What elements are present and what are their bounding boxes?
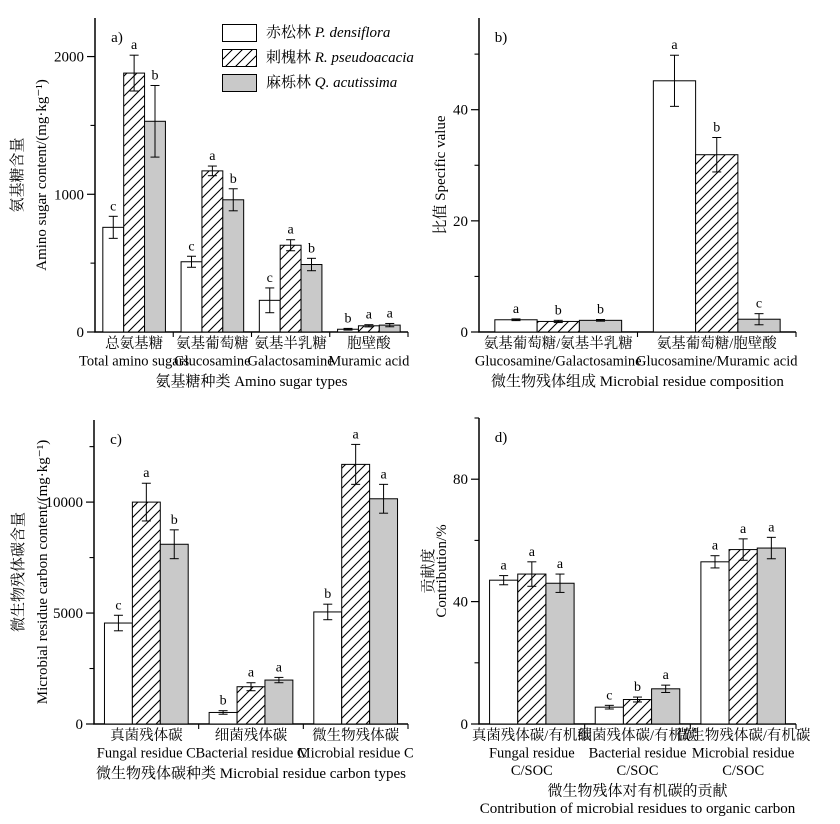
y-axis-title: Microbial residue carbon content/(mg·kg⁻¹) [35,439,51,705]
legend-swatch-open [222,24,257,42]
category-label: 氨基葡萄糖/氨基半乳糖 [483,336,633,352]
bar-a-open-1 [181,262,202,332]
category-label: 微生物残体碳 [312,728,400,744]
bar-d-gray-1 [652,689,680,724]
bar-d-hatch-1 [623,700,651,724]
y-tick-label: 20 [453,213,468,230]
bar-a-hatch-0 [124,73,145,332]
sig-letter: a [386,306,393,322]
legend [222,24,414,92]
sig-letter: c [266,270,273,286]
y-axis-title: Amino sugar content/(mg·kg⁻¹) [34,79,50,271]
y-axis-title: 氨基糖含量 [10,137,26,213]
bar-a-gray-1 [223,200,244,332]
category-label: Glucosamine/Galactosamine [474,353,642,370]
sig-letter: a [512,301,520,317]
y-tick-label: 0 [460,717,468,733]
sig-letter: a [556,557,564,573]
legend-item-pdensiflora [222,24,414,42]
legend-swatch-hatch [222,49,257,67]
sig-letter: b [219,693,227,709]
category-label: 细菌残体碳/有机碳 [577,728,698,744]
sig-letter: a [209,149,216,165]
sig-letter: c [110,199,117,215]
bar-d-hatch-2 [729,550,757,724]
sig-letter: a [352,427,359,443]
y-tick-label: 1000 [54,187,84,204]
sig-letter: a [365,307,372,323]
bar-d-gray-0 [546,583,574,724]
sig-letter: c [115,598,122,614]
panel-label: c) [110,432,122,448]
category-label: Bacterial residue [588,745,687,762]
category-label: Muramic acid [328,353,410,370]
x-axis-title: 微生物残体对有机碳的贡献 [547,783,728,800]
sig-letter: b [713,120,721,136]
sig-letter: a [287,222,294,238]
bar-d-open-1 [595,707,623,724]
sig-letter: a [711,538,719,554]
category-label: 微生物残体碳/有机碳 [675,728,811,744]
bar-c-open-0 [104,623,132,724]
category-label: 氨基葡萄糖/胞壁酸 [656,336,777,352]
bar-b-hatch-1 [696,155,738,332]
sig-letter: a [131,38,138,54]
panel-label: a) [111,30,123,46]
bar-c-gray-0 [160,544,188,724]
legend-label-latin: Q. acutissima [314,75,398,91]
legend-label [266,24,390,42]
y-axis-title: 贡献度 [421,548,437,594]
bar-c-hatch-1 [237,687,265,724]
category-label: Glucosamine [174,353,251,370]
bar-c-gray-2 [370,499,398,724]
bar-d-hatch-0 [518,574,546,724]
sig-letter: a [500,558,507,574]
bar-d-gray-2 [757,548,785,724]
x-axis-title: 微生物残体组成 Microbial residue composition [491,374,784,390]
category-label: Galactosamine [247,353,334,370]
panel-d [419,418,811,817]
sig-letter: a [740,521,747,537]
bar-c-open-2 [314,612,342,724]
sig-letter: b [597,302,605,318]
category-label: Glucosamine/Muramic acid [636,353,798,370]
category-label: Microbial residue C [297,745,414,762]
y-tick-label: 0 [76,325,84,341]
category-label: 总氨基糖 [105,336,164,352]
category-label: Fungal residue C [96,745,196,762]
axis-lines [479,18,796,332]
sig-letter: a [768,520,775,536]
legend-swatch-gray [222,74,257,92]
sig-letter: a [380,467,387,483]
category-label: Bacterial residue C [195,745,307,762]
panel-label: b) [494,30,508,46]
x-axis-title: 氨基糖种类 Amino sugar types [155,374,348,390]
y-tick-label: 0 [460,325,468,341]
y-axis-title: Contribution/% [434,524,450,618]
bar-b-open-1 [653,81,695,332]
legend-label [266,74,397,92]
category-label: Total amino sugars [79,353,190,370]
y-tick-label: 0 [75,717,83,733]
bar-a-hatch-1 [202,171,223,332]
legend-item-qacutissima [222,74,414,92]
sig-letter: c [755,296,763,312]
bar-b-open-0 [495,320,537,332]
panel-b [431,18,798,390]
y-tick-label: 80 [453,472,468,489]
bar-a-hatch-2 [280,245,301,332]
legend-label-cn: 赤松林 [266,25,312,41]
sig-letter: b [344,311,352,327]
panel-label: d) [494,430,508,446]
bar-c-hatch-2 [342,464,370,724]
category-label: C/SOC [616,763,659,779]
sig-letter: b [307,241,315,257]
legend-label-cn: 刺槐林 [266,50,312,66]
y-axis-title: 比值 Specific value [433,115,449,235]
bar-a-gray-2 [301,265,322,332]
category-label: 氨基半乳糖 [254,336,327,352]
bar-c-gray-1 [265,680,293,724]
bar-d-open-0 [490,580,518,724]
sig-letter: c [188,239,195,255]
sig-letter: a [662,668,669,684]
y-tick-label: 40 [453,102,468,119]
sig-letter: b [324,587,332,603]
sig-letter: b [151,68,159,84]
y-tick-label: 10000 [45,495,83,512]
legend-label-latin: R. pseudoacacia [314,50,414,66]
y-axis-title: 微生物残体碳含量 [11,511,27,633]
sig-letter: c [606,688,613,704]
sig-letter: a [143,466,150,482]
y-tick-label: 5000 [53,606,83,623]
bar-c-hatch-0 [132,502,160,724]
bar-b-gray-0 [579,320,621,332]
legend-label-latin: P. densiflora [314,25,391,41]
bar-d-open-2 [701,562,729,724]
sig-letter: b [170,512,178,528]
panel-c [9,420,414,782]
category-label: 胞壁酸 [347,336,391,352]
sig-letter: b [554,303,562,319]
sig-letter: a [275,660,283,676]
sig-letter: a [528,544,535,560]
category-label: C/SOC [510,763,553,779]
y-tick-label: 40 [453,594,468,611]
sig-letter: b [634,680,641,696]
category-label: Fungal residue [488,745,575,762]
y-tick-label: 2000 [54,49,84,66]
category-label: 细菌残体碳 [214,728,288,744]
category-label: 真菌残体碳 [110,728,183,744]
sig-letter: a [247,665,255,681]
legend-label [266,49,414,67]
sig-letter: a [671,38,678,54]
category-label: C/SOC [722,763,765,779]
x-axis-title: Contribution of microbial residues to organic carbon [479,801,796,817]
legend-label-cn: 麻栎林 [266,75,312,91]
x-axis-title: 微生物残体碳种类 Microbial residue carbon types [96,766,406,782]
bar-a-open-0 [103,227,124,332]
sig-letter: b [229,171,237,187]
category-label: 氨基葡萄糖 [176,336,249,352]
category-label: 真菌残体碳/有机碳 [471,728,592,744]
legend-item-rpseudoacacia [222,49,414,67]
category-label: Microbial residue [691,745,795,762]
